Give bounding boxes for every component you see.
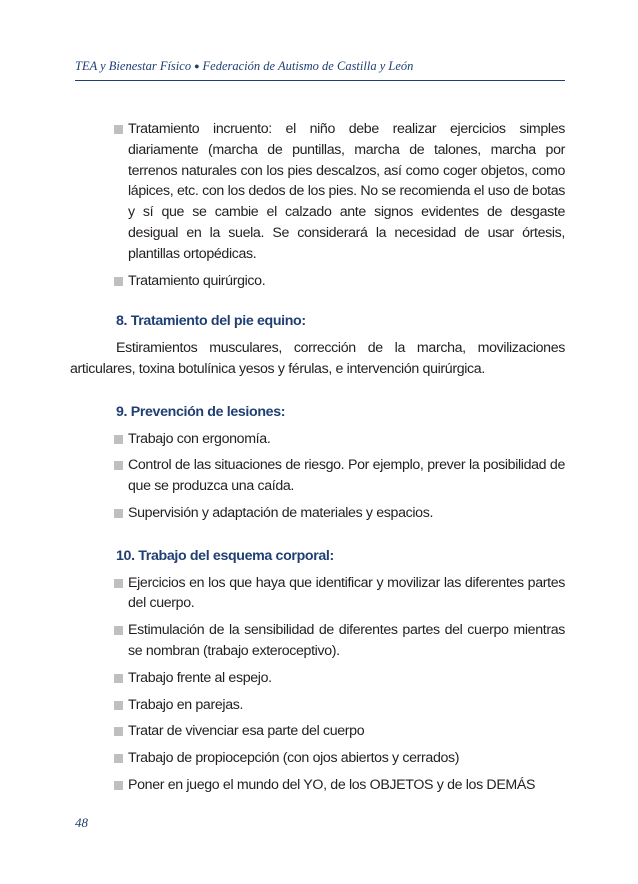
header-left: TEA y Bienestar Físico	[75, 59, 192, 73]
bullet-square-icon	[114, 727, 123, 736]
section-8-text: Estiramientos musculares, corrección de la marcha, movilizaciones articulares, toxina botulínica yesos y férulas, e intervención quirúrgica.	[70, 340, 565, 377]
header-right: Federación de Autismo de Castilla y León	[202, 59, 414, 73]
bullet-square-icon	[114, 579, 123, 588]
list-item: Trabajo en parejas.	[88, 695, 565, 716]
bullet-square-icon	[114, 125, 123, 134]
page-number: 48	[75, 815, 88, 830]
bullet-square-icon	[114, 509, 123, 518]
list-item: Tratamiento quirúrgico.	[88, 271, 565, 292]
bullet-square-icon	[114, 435, 123, 444]
list-item: Trabajo frente al espejo.	[88, 668, 565, 689]
list-item: Estimulación de la sensibilidad de diferentes partes del cuerpo mientras se nombran (trabajo exteroceptivo).	[88, 620, 565, 662]
bullet-square-icon	[114, 754, 123, 763]
bullet-square-icon	[114, 461, 123, 470]
section-10-title: 10. Trabajo del esquema corporal:	[116, 547, 334, 564]
bullet-square-icon	[114, 781, 123, 790]
section-9-title: 9. Prevención de lesiones:	[116, 403, 286, 420]
header-rule	[75, 80, 565, 81]
list-item: Ejercicios en los que haya que identificar y movilizar las diferentes partes del cuerpo.	[88, 573, 565, 615]
page-content	[70, 119, 565, 802]
section-8-title: 8. Tratamiento del pie equino:	[116, 313, 306, 330]
bullet-square-icon	[114, 674, 123, 683]
list-item: Trabajo con ergonomía.	[88, 429, 565, 450]
header-separator: ●	[194, 61, 200, 71]
list-item: Tratar de vivenciar esa parte del cuerpo	[88, 721, 565, 742]
list-item: Control de las situaciones de riesgo. Por ejemplo, prever la posibilidad de que se produzca una caída.	[88, 455, 565, 497]
list-item: Tratamiento incruento: el niño debe realizar ejercicios simples diariamente (marcha de puntillas, marcha de talones, marcha por terrenos naturales con los pies descalzos, así como coger objetos, como lápices, etc. con los dedos de los pies. No se recomienda el uso de botas y sí que se cambie el calzado ante signos evidentes de desgaste desigual en la suela. Se considerará la necesidad de usar órtesis, plantillas ortopédicas.	[88, 119, 565, 265]
list-item: Trabajo de propiocepción (con ojos abiertos y cerrados)	[88, 748, 565, 769]
running-header	[75, 59, 413, 74]
bullet-square-icon	[114, 626, 123, 635]
bullet-square-icon	[114, 277, 123, 286]
bullet-square-icon	[114, 701, 123, 710]
list-item: Poner en juego el mundo del YO, de los OBJETOS y de los DEMÁS	[88, 775, 565, 796]
list-item: Supervisión y adaptación de materiales y espacios.	[88, 503, 565, 524]
